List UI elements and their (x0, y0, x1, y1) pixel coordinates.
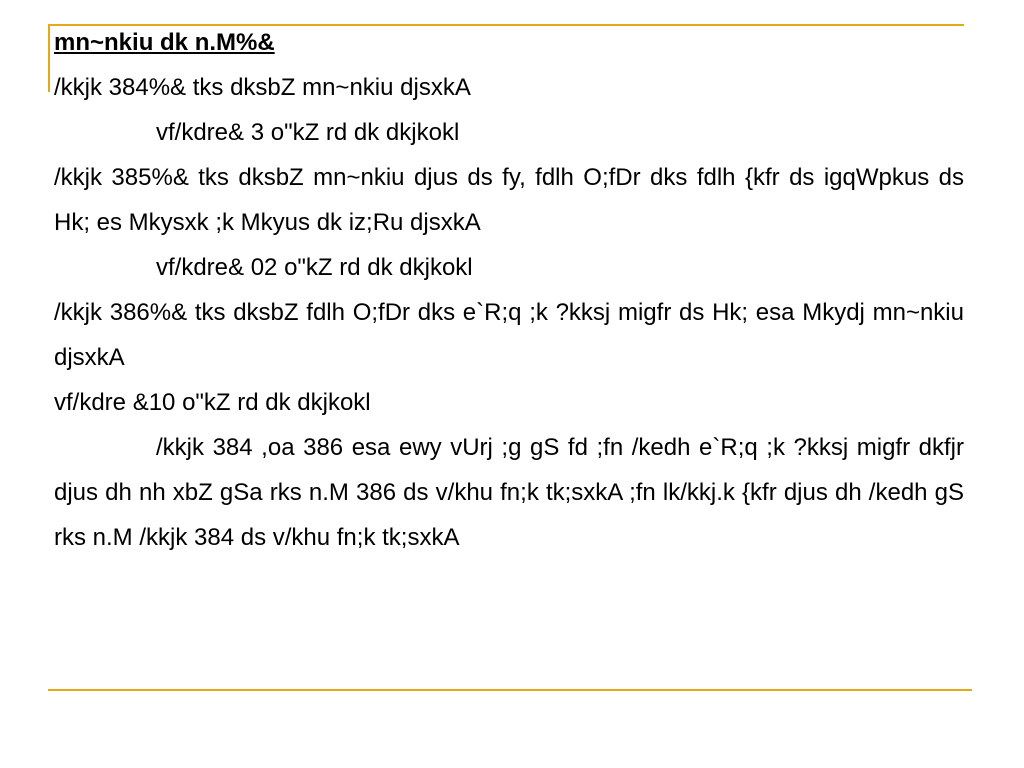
section-384-penalty: vf/kdre& 3 o"kZ rd dk dkjkokl (156, 119, 460, 146)
section-386-penalty: vf/kdre &10 o"kZ rd dk dkjkokl (54, 389, 371, 416)
bottom-accent-rule (48, 689, 972, 691)
section-384-text: /kkjk 384%& tks dksbZ mn~nkiu djsxkA (54, 74, 471, 101)
difference-explanation: /kkjk 384 ,oa 386 esa ewy vUrj ;g gS fd ;fn /kedh e`R;q ;k ?kksj migfr dkfjr djus dh nh xbZ gSa rks n.M 386 ds v/khu fn;k tk;sxkA ;fn lk/kkj.k {kfr djus dh /kedh gS rks n.M /kkjk 384 ds v/khu fn;k tk;sxkA (54, 434, 964, 551)
section-385-text: /kkjk 385%& tks dksbZ mn~nkiu djus ds fy, fdlh O;fDr dks fdlh {kfr ds igqWpkus ds Hk; es Mkysxk ;k Mkyus dk iz;Ru djsxkA (54, 164, 964, 236)
left-accent-rule (48, 24, 50, 92)
slide-heading: mn~nkiu dk n.M%& (54, 29, 275, 56)
section-386-text: /kkjk 386%& tks dksbZ fdlh O;fDr dks e`R;q ;k ?kksj migfr ds Hk; esa Mkydj mn~nkiu djsxkA (54, 299, 964, 371)
slide-content (54, 20, 964, 560)
section-385-penalty: vf/kdre& 02 o"kZ rd dk dkjkokl (156, 254, 473, 281)
